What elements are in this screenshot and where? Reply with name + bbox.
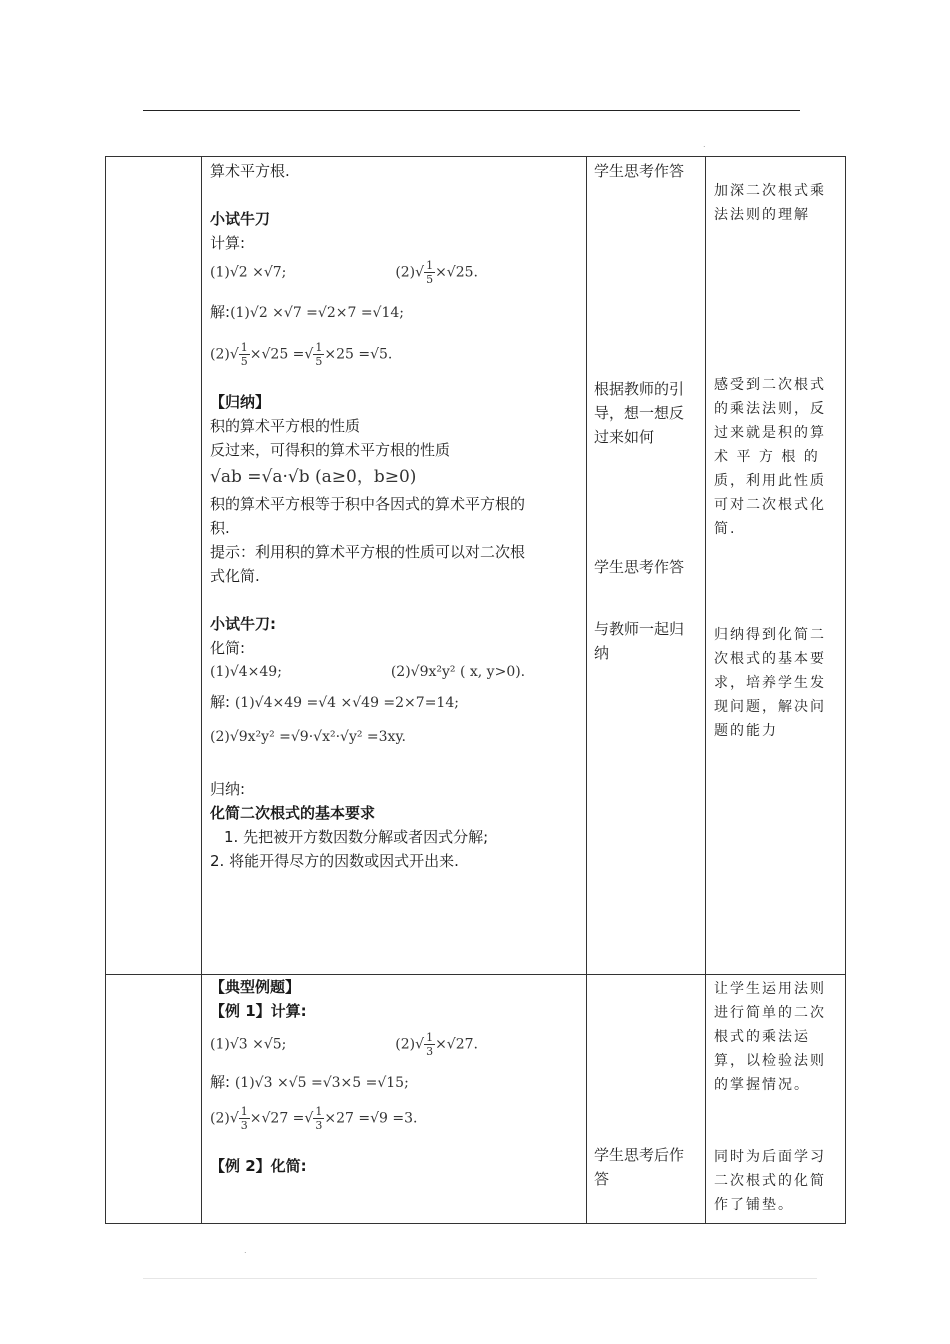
problem-line: (1)√2 ×√7; (2)√ $\frac{1}{5}$ ×√25. bbox=[210, 259, 478, 286]
text-line: 式化简. bbox=[210, 567, 260, 585]
text-line: 可对二次根式化 bbox=[714, 497, 826, 513]
text-line: 的乘法法则，反 bbox=[714, 401, 826, 417]
text-line: 归纳: bbox=[210, 780, 246, 798]
solution-line: 解: (1)√3 ×√5 =√3×5 =√15; bbox=[210, 1073, 409, 1091]
text-line: 的掌握情况。 bbox=[714, 1077, 810, 1093]
text-line: 作了铺垫。 bbox=[714, 1197, 794, 1213]
problem-1: (1) bbox=[210, 264, 230, 281]
text-line: 现问题，解决问 bbox=[714, 699, 826, 715]
solution-1: (1)√2 ×√7 =√2×7 =√14; bbox=[230, 305, 405, 321]
text-line: 归纳得到化简二 bbox=[714, 627, 826, 643]
text-line: 二次根式的化简 bbox=[714, 1173, 826, 1189]
example-heading: 【例 1】计算: bbox=[210, 1002, 307, 1020]
problem-line: (1)√4×49; (2)√9x²y² ( x, y>0). bbox=[210, 664, 526, 680]
teaching-content bbox=[210, 975, 580, 1178]
section-title: 【典型例题】 bbox=[210, 978, 301, 996]
text-line: 提示：利用积的算术平方根的性质可以对二次根 bbox=[210, 543, 526, 561]
column-divider bbox=[705, 975, 706, 1223]
formula: √ab =√a·√b (a≥0，b≥0) bbox=[210, 467, 417, 487]
column-divider bbox=[586, 157, 587, 974]
text-line: 求，培养学生发 bbox=[714, 675, 826, 691]
solution-line bbox=[210, 300, 580, 325]
problem-1-expr: √2 ×√7; bbox=[229, 264, 287, 281]
lesson-table-row-2 bbox=[105, 974, 846, 1224]
footer-dot: . bbox=[244, 1246, 247, 1255]
section-title: 小试牛刀 bbox=[210, 210, 271, 228]
column-divider bbox=[586, 975, 587, 1223]
student-activity bbox=[594, 159, 704, 665]
section-title: 化简二次根式的基本要求 bbox=[210, 804, 376, 822]
text-line: 学生思考后作 bbox=[594, 1146, 685, 1164]
fraction: $\frac{1}{3}$ bbox=[315, 1105, 323, 1132]
text-line: 积的算术平方根等于积中各因式的算术平方根的 bbox=[210, 495, 526, 513]
solution-line-2: (2)√ $\frac{1}{5}$ ×√25 =√ $\frac{1}{5}$ ×25 =√5. bbox=[210, 341, 393, 368]
text-line: 次根式的基本要 bbox=[714, 651, 826, 667]
text-line: 过来如何 bbox=[594, 428, 655, 446]
text-line: 算术平方根. bbox=[210, 162, 290, 180]
column-divider bbox=[201, 157, 202, 974]
problem-2-label: (2) bbox=[395, 264, 416, 281]
example-heading: 【例 2】化简: bbox=[210, 1157, 307, 1175]
text-line: 感受到二次根式 bbox=[714, 377, 826, 393]
fraction: $\frac{1}{5}$ bbox=[315, 341, 323, 368]
header-dot: . bbox=[703, 140, 706, 149]
fraction: $\frac{1}{5}$ bbox=[240, 341, 248, 368]
fraction: $\frac{1}{3}$ bbox=[426, 1031, 434, 1058]
teaching-content bbox=[210, 159, 580, 873]
solution-line: 解: (1)√4×49 =√4 ×√49 =2×7=14; bbox=[210, 693, 459, 711]
student-activity bbox=[594, 1143, 704, 1191]
text-line: 积. bbox=[210, 519, 230, 537]
solution-line-2: (2)√ $\frac{1}{3}$ ×√27 =√ $\frac{1}{3}$ ×27 =√9 =3. bbox=[210, 1105, 418, 1132]
problem-2-rest: ×√25. bbox=[435, 264, 478, 281]
design-intent bbox=[714, 179, 844, 743]
text-line: 纳 bbox=[594, 644, 610, 662]
fraction: $\frac{1}{5}$ bbox=[426, 259, 434, 286]
solution-line: (2)√9x²y² =√9·√x²·√y² =3xy. bbox=[210, 729, 406, 745]
summary-title: 【归纳】 bbox=[210, 393, 271, 411]
text-line: 与教师一起归 bbox=[594, 620, 685, 638]
header-rule bbox=[143, 110, 800, 111]
text-line: 积的算术平方根的性质 bbox=[210, 417, 361, 435]
text-line: 化简: bbox=[210, 639, 246, 657]
text-line: 根据教师的引 bbox=[594, 380, 685, 398]
column-divider bbox=[705, 157, 706, 974]
list-item: 1. 先把被开方数因数分解或者因式分解; bbox=[224, 828, 489, 846]
lesson-table-row-1 bbox=[105, 156, 846, 975]
text-line: 让学生运用法则 bbox=[714, 981, 826, 997]
footer-rule bbox=[143, 1278, 817, 1279]
text-line: 质，利用此性质 bbox=[714, 473, 826, 489]
text-line: 算，以检验法则 bbox=[714, 1053, 826, 1069]
text-line: 术 平 方 根 的 bbox=[714, 449, 820, 465]
text-line: 计算: bbox=[210, 234, 246, 252]
text-line: 反过来，可得积的算术平方根的性质 bbox=[210, 441, 451, 459]
text-line: 根式的乘法运 bbox=[714, 1029, 810, 1045]
text-line: 进行简单的二次 bbox=[714, 1005, 826, 1021]
text-line: 学生思考作答 bbox=[594, 558, 685, 576]
column-divider bbox=[201, 975, 202, 1223]
list-item: 2. 将能开得尽方的因数或因式开出来. bbox=[210, 852, 459, 870]
text-line: 法法则的理解 bbox=[714, 207, 810, 223]
design-intent bbox=[714, 977, 844, 1217]
solution-label: 解: bbox=[210, 303, 231, 321]
text-line: 导，想一想反 bbox=[594, 404, 685, 422]
text-line: 加深二次根式乘 bbox=[714, 183, 826, 199]
problem-line: (1)√3 ×√5; (2)√ $\frac{1}{3}$ ×√27. bbox=[210, 1031, 478, 1058]
text-line: 学生思考作答 bbox=[594, 162, 685, 180]
text-line: 题的能力 bbox=[714, 723, 778, 739]
text-line: 过来就是积的算 bbox=[714, 425, 826, 441]
fraction: $\frac{1}{3}$ bbox=[240, 1105, 248, 1132]
section-title: 小试牛刀: bbox=[210, 615, 276, 633]
text-line: 答 bbox=[594, 1170, 610, 1188]
text-line: 同时为后面学习 bbox=[714, 1149, 826, 1165]
text-line: 简. bbox=[714, 521, 737, 537]
